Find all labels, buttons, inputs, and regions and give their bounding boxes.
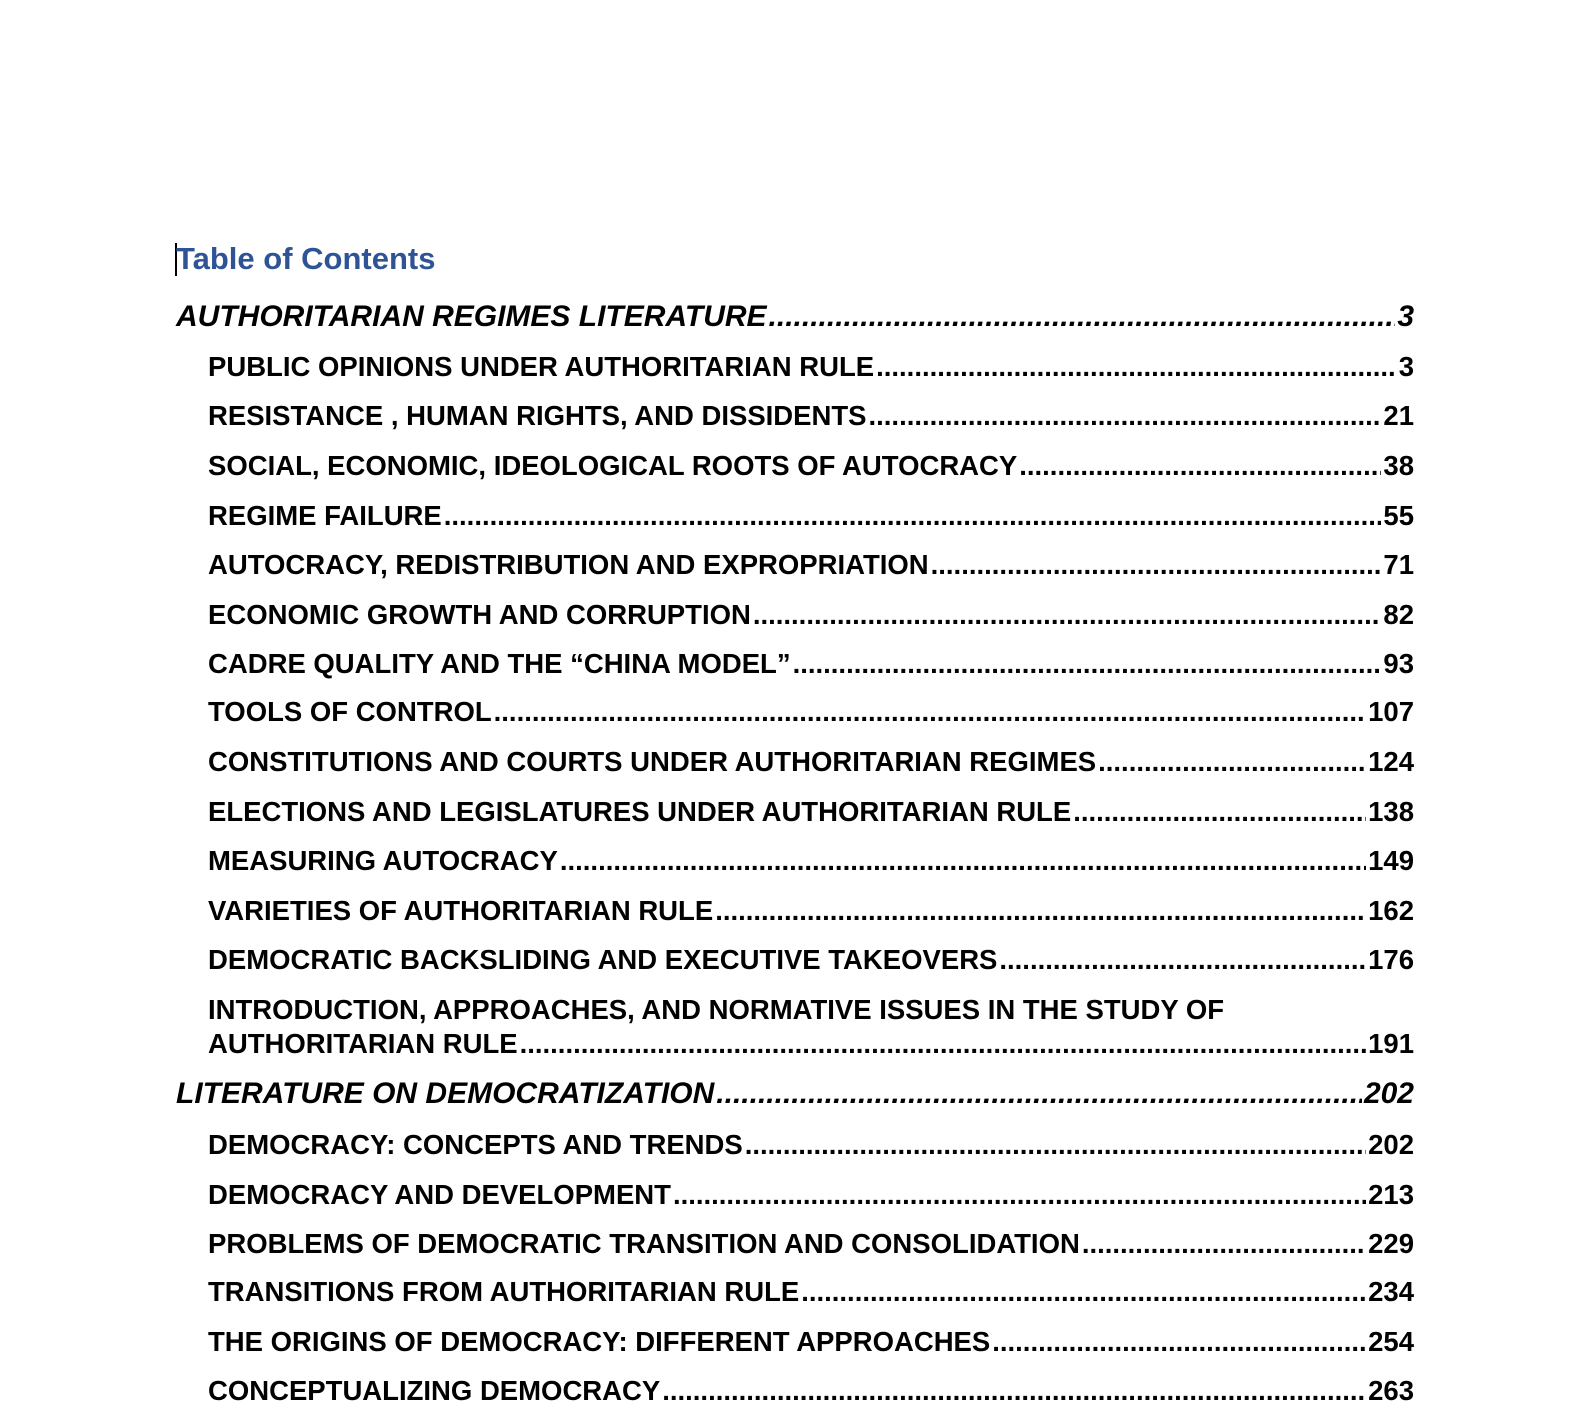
toc-entry[interactable]	[208, 796, 1414, 828]
toc-entry-title-line2: AUTHORITARIAN RULE	[208, 1028, 518, 1059]
toc-page-number: 3	[1397, 300, 1414, 333]
dot-leader	[1073, 796, 1366, 828]
dot-leader	[662, 1375, 1366, 1407]
toc-page-number: 191	[1368, 1028, 1414, 1059]
toc-entry[interactable]	[208, 549, 1414, 581]
toc-page-number: 229	[1368, 1228, 1414, 1259]
toc-entry[interactable]	[208, 1326, 1414, 1358]
toc-entry[interactable]	[208, 400, 1414, 432]
toc-entry-title: ECONOMIC GROWTH AND CORRUPTION	[208, 599, 751, 630]
toc-entry-title: CONSTITUTIONS AND COURTS UNDER AUTHORITARIAN REGIMES	[208, 746, 1097, 777]
toc-entry-title: DEMOCRACY: CONCEPTS AND TRENDS	[208, 1129, 743, 1160]
toc-entry-title: VARIETIES OF AUTHORITARIAN RULE	[208, 895, 714, 926]
toc-page-number: 38	[1383, 450, 1414, 481]
toc-entry-title-line1: INTRODUCTION, APPROACHES, AND NORMATIVE ISSUES IN THE STUDY OF	[208, 994, 1225, 1025]
toc-entry-title: DEMOCRATIC BACKSLIDING AND EXECUTIVE TAKEOVERS	[208, 944, 998, 975]
dot-leader	[560, 845, 1366, 877]
toc-entry[interactable]	[208, 993, 1414, 1061]
dot-leader	[999, 944, 1366, 976]
toc-page-number: 254	[1368, 1326, 1414, 1357]
toc-entry-title: AUTHORITARIAN REGIMES LITERATURE	[176, 300, 767, 333]
toc-entry-title: ELECTIONS AND LEGISLATURES UNDER AUTHORITARIAN RULE	[208, 796, 1072, 827]
dot-leader	[753, 599, 1382, 631]
toc-page-number: 263	[1368, 1375, 1414, 1406]
toc-entry[interactable]	[208, 696, 1414, 728]
toc-entry-title: THE ORIGINS OF DEMOCRACY: DIFFERENT APPROACHES	[208, 1326, 991, 1357]
dot-leader	[793, 648, 1382, 680]
toc-entry-title: AUTOCRACY, REDISTRIBUTION AND EXPROPRIATION	[208, 549, 929, 580]
toc-page-number: 202	[1368, 1129, 1414, 1160]
toc-entry[interactable]	[208, 895, 1414, 927]
dot-leader	[494, 696, 1366, 728]
toc-entry[interactable]	[208, 500, 1414, 532]
toc-entry-title: RESISTANCE , HUMAN RIGHTS, AND DISSIDENTS	[208, 400, 867, 431]
dot-leader	[444, 500, 1382, 532]
toc-page-number: 176	[1368, 944, 1414, 975]
toc-entry[interactable]	[208, 1129, 1414, 1161]
toc-entry[interactable]	[208, 599, 1414, 631]
toc-page-number: 138	[1368, 796, 1414, 827]
toc-title: Table of Contents	[176, 241, 436, 276]
toc-entry-title: LITERATURE ON DEMOCRATIZATION	[176, 1077, 715, 1110]
toc-page-number: 202	[1363, 1077, 1414, 1110]
toc-entry-title: SOCIAL, ECONOMIC, IDEOLOGICAL ROOTS OF AUTOCRACY	[208, 450, 1018, 481]
toc-entry[interactable]	[208, 746, 1414, 778]
dot-leader	[745, 1129, 1366, 1161]
dot-leader	[673, 1179, 1366, 1211]
dot-leader	[1019, 450, 1381, 482]
toc-entry[interactable]	[208, 1276, 1414, 1308]
dot-leader	[931, 549, 1382, 581]
toc-section-heading[interactable]	[176, 1077, 1414, 1111]
toc-entry[interactable]	[208, 1179, 1414, 1211]
toc-page-number: 234	[1368, 1276, 1414, 1307]
toc-entry-title: MEASURING AUTOCRACY	[208, 845, 558, 876]
toc-entry[interactable]	[208, 648, 1414, 680]
toc-page-number: 82	[1383, 599, 1414, 630]
dot-leader	[715, 895, 1366, 927]
toc-page-number: 162	[1368, 895, 1414, 926]
dot-leader	[869, 400, 1382, 432]
dot-leader	[716, 1077, 1362, 1111]
toc-page-number: 55	[1383, 500, 1414, 531]
dot-leader	[769, 300, 1396, 334]
toc-entry-title: PUBLIC OPINIONS UNDER AUTHORITARIAN RULE	[208, 351, 875, 382]
toc-section-heading[interactable]	[176, 300, 1414, 334]
toc-entry[interactable]	[208, 450, 1414, 482]
toc-entry-title: TRANSITIONS FROM AUTHORITARIAN RULE	[208, 1276, 800, 1307]
toc-entry-title: PROBLEMS OF DEMOCRATIC TRANSITION AND CONSOLIDATION	[208, 1228, 1080, 1259]
toc-entry[interactable]	[208, 1375, 1414, 1407]
toc-entry-title: CONCEPTUALIZING DEMOCRACY	[208, 1375, 661, 1406]
toc-entry-title: TOOLS OF CONTROL	[208, 696, 492, 727]
dot-leader	[992, 1326, 1366, 1358]
toc-entry[interactable]	[208, 845, 1414, 877]
toc-entry[interactable]	[208, 1228, 1414, 1260]
toc-page-number: 3	[1398, 351, 1414, 382]
dot-leader	[876, 351, 1397, 383]
dot-leader	[1098, 746, 1366, 778]
toc-page-number: 213	[1368, 1179, 1414, 1210]
toc-entry[interactable]	[208, 944, 1414, 976]
toc-entry[interactable]	[208, 351, 1414, 383]
dot-leader	[1082, 1228, 1366, 1260]
toc-entry-title: CADRE QUALITY AND THE “CHINA MODEL”	[208, 648, 791, 679]
toc-page-number: 71	[1383, 549, 1414, 580]
toc-page-number: 149	[1368, 845, 1414, 876]
toc-page-number: 21	[1383, 400, 1414, 431]
toc-entry-title: REGIME FAILURE	[208, 500, 442, 531]
dot-leader	[520, 1027, 1367, 1061]
dot-leader	[801, 1276, 1366, 1308]
toc-page-number: 93	[1383, 648, 1414, 679]
toc-page-number: 107	[1368, 696, 1414, 727]
toc-entry-title: DEMOCRACY AND DEVELOPMENT	[208, 1179, 671, 1210]
toc-page-number: 124	[1368, 746, 1414, 777]
